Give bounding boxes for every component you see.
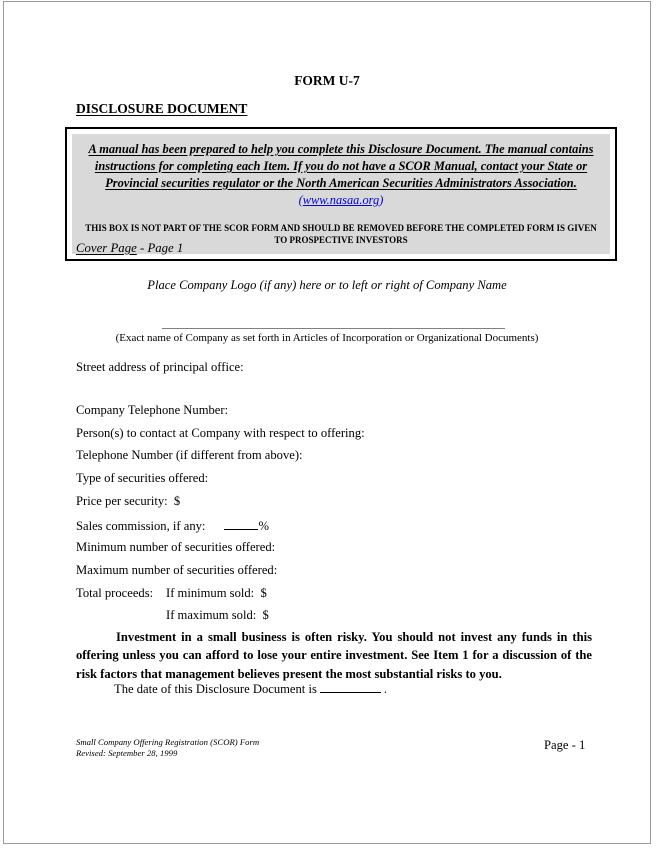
field-sales-commission — [76, 517, 269, 534]
sales-commission-percent: % — [258, 519, 269, 533]
company-name-blank-line — [162, 313, 505, 329]
field-street-address: Street address of principal office: — [76, 360, 244, 374]
field-min-securities: Minimum number of securities offered: — [76, 540, 276, 554]
form-title: FORM U-7 — [294, 73, 360, 88]
if-minimum-sold-label: If minimum sold: $ — [166, 586, 267, 600]
total-proceeds-label: Total proceeds: — [76, 586, 154, 600]
nasaa-link[interactable]: www.nasaa.org — [302, 193, 380, 207]
notice-box-inner — [72, 134, 610, 254]
footer-form-identification — [76, 737, 259, 759]
date-line-prefix: The date of this Disclosure Document is — [114, 682, 317, 696]
footer-form-name: Small Company Offering Registration (SCOR) Form — [76, 737, 260, 747]
field-total-proceeds — [76, 586, 267, 601]
cover-page-label-underlined: Cover Page — [76, 241, 137, 255]
sales-commission-label: Sales commission, if any: — [76, 519, 206, 533]
link-open-paren: ( — [298, 193, 303, 207]
page-number: Page - 1 — [544, 738, 586, 752]
field-max-securities: Maximum number of securities offered: — [76, 563, 278, 577]
field-securities-type: Type of securities offered: — [76, 471, 209, 485]
if-maximum-sold-label: If maximum sold: $ — [166, 608, 269, 622]
disclosure-date-line — [76, 680, 387, 697]
field-company-phone: Company Telephone Number: — [76, 403, 229, 417]
cover-page-label — [76, 241, 183, 256]
disclosure-date-blank — [320, 680, 381, 693]
cover-page-label-rest: - Page 1 — [136, 241, 184, 255]
manual-notice-text: A manual has been prepared to help you complete this Disclosure Document. The manual contains instructions for completing each Item. If you do not have a SCOR Manual, contact your State or Provincial securities regulator or the North American Securities Administrators Association. — [88, 142, 594, 190]
investment-risk-paragraph: Investment in a small business is often risky. You should not invest any funds in this offering unless you can afford to lose your entire investment. See Item 1 for a discussion of the risk factors that management believes present the most substantial risks to you. — [76, 630, 592, 681]
disclosure-document-heading: DISCLOSURE DOCUMENT — [76, 101, 248, 116]
company-logo-instruction: Place Company Logo (if any) here or to left or right of Company Name — [147, 278, 507, 292]
field-price-per-security: Price per security: $ — [76, 494, 181, 508]
document-page — [3, 1, 651, 844]
link-close-paren: ) — [379, 193, 384, 207]
nasaa-link-line — [78, 192, 604, 209]
company-name-caption: (Exact name of Company as set forth in Articles of Incorporation or Organizational Documents) — [115, 332, 539, 344]
date-line-period: . — [383, 682, 388, 696]
field-contact-person: Person(s) to contact at Company with respect to offering: — [76, 426, 365, 440]
box-removal-disclaimer: THIS BOX IS NOT PART OF THE SCOR FORM AND SHOULD BE REMOVED BEFORE THE COMPLETED FORM IS GIVEN TO PROSPECTIVE INVESTORS — [85, 223, 597, 245]
sales-commission-blank — [224, 517, 258, 530]
footer-revision-date: Revised: September 28, 1999 — [76, 747, 178, 758]
field-phone-if-different: Telephone Number (if different from above): — [76, 448, 303, 462]
